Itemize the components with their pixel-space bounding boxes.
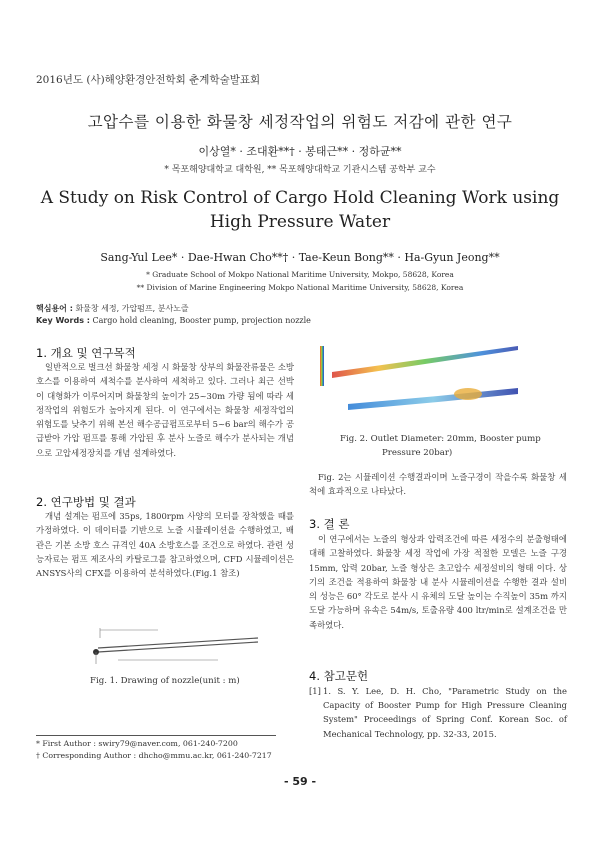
section-3-title: 3. 결 론 [309, 517, 350, 531]
section-4-title: 4. 참고문헌 [309, 669, 369, 683]
figure-2-simulation-image [318, 342, 528, 426]
footnote-corresponding-author: † Corresponding Author : dhcho@mmu.ac.kr, 061-240-7217 [36, 751, 272, 760]
keywords-english-label: Key Words : [36, 316, 90, 325]
figure-1-caption: Fig. 1. Drawing of nozzle(unit : m) [90, 676, 240, 686]
affiliation-korean: * 목포해양대학교 대학원, ** 목포해양대학교 기관시스템 공학부 교수 [164, 165, 436, 175]
footnote-divider [36, 735, 276, 736]
figure-2-description: Fig. 2는 시뮬레이션 수행결과이며 노즐구경이 작을수록 화물창 세척에 효과적으로 나타났다. [309, 472, 567, 497]
conference-header: 2016년도 (사)해양환경안전학회 춘계학술발표회 [36, 74, 261, 86]
keywords-english-text: Cargo hold cleaning, Booster pump, projection nozzle [89, 316, 311, 325]
jet-stream-bottom [348, 388, 518, 410]
affiliation-english-1: * Graduate School of Mokpo National Maritime University, Mokpo, 58628, Korea [146, 270, 454, 279]
figure-2-caption-line2: Pressure 20bar) [382, 448, 453, 458]
section-3-body: 이 연구에서는 노즐의 형상과 압력조건에 따른 세정수의 분출형태에 대해 고찰하였다. 화물창 세정 작업에 가장 적절한 모델은 노즐 구경 15mm, 압력 20bar, 노즐 형상은 초고압수 세정설비의 형태 이다. 상기의 조건을 적용하여 화물창 내 분사 시뮬레이션을 수행한 결과 설비의 성능은 60° 각도로 분사 시 유체의 도달 높이는 수직높이 35m 까지 도달 가능하며 유속은 54m/s, 토출유량 400 ltr/min로 설계조건을 만족하였다. [309, 534, 567, 630]
authors-english: Sang-Yul Lee* · Dae-Hwan Cho**† · Tae-Keun Bong** · Ha-Gyun Jeong** [100, 251, 500, 264]
keywords-korean [36, 303, 189, 314]
keywords-korean-text: 화물창 세정, 가압펌프, 분사노즐 [72, 304, 189, 313]
reference-1-text: 1. S. Y. Lee, D. H. Cho, "Parametric Study on the Capacity of Booster Pump for High Pressure Cleaning System" Proceedings of Spring Conf. Korean Soc. of Mechanical Technology, pp. 32-33, 2015. [323, 686, 567, 739]
authors-korean: 이상열* · 조대환**† · 봉태근** · 정하균** [198, 145, 402, 158]
page-number: - 59 - [283, 775, 317, 788]
figure-1-nozzle-drawing [88, 608, 268, 668]
figure-2-caption-line1: Fig. 2. Outlet Diameter: 20mm, Booster pump [340, 434, 541, 444]
jet-hot-spot [454, 388, 482, 400]
section-2-title: 2. 연구방법 및 결과 [36, 495, 136, 509]
reference-1-number: [1] [309, 686, 321, 696]
footnote-first-author: * First Author : swiry79@naver.com, 061-240-7200 [36, 739, 238, 748]
jet-stream-top [332, 346, 518, 378]
keywords-english [36, 316, 311, 325]
color-legend-bar [320, 346, 324, 386]
section-2-body: 개념 설계는 펌프에 35ps, 1800rpm 사양의 모터를 장착했을 때를 가정하였다. 이 데이터를 기반으로 노즐 시뮬레이션을 수행하였고, 배관은 기본 소방 호스 규격인 40A 소방호스를 조건으로 하였다. 관련 성능자료는 펌프 제조사의 카탈로그를 참고하였으며, CFD 시뮬레이션은 ANSYS사의 CFX를 이용하여 분석하였다.(Fig.1 참조) [36, 511, 294, 579]
title-english: A Study on Risk Control of Cargo Hold Cleaning Work using High Pressure Water [40, 188, 560, 232]
section-1-body: 일반적으로 벌크선 화물창 세정 시 화물창 상부의 화물잔류물은 소방호스를 이용하여 세척수를 분사하여 세척하고 있다. 그러나 최근 선박이 대형화가 이루어지며 화물창의 높이가 25~30m 가량 됨에 따라 세정작업의 위험도가 높아지게 된다. 이 연구에서는 화물창 세정작업의 위험도를 낮추기 위해 본선 해수공급펌프로부터 5~6 bar의 해수가 공급받아 가압 펌프를 통해 가압된 후 분사 노즐로 해수가 분사되는 개념으로 고압세정장치를 개념 설계하였다. [36, 362, 294, 458]
section-1-title: 1. 개요 및 연구목적 [36, 346, 136, 360]
affiliation-english-2: ** Division of Marine Engineering Mokpo National Maritime University, 58628, Korea [136, 283, 464, 292]
title-korean: 고압수를 이용한 화물창 세정작업의 위험도 저감에 관한 연구 [87, 113, 513, 131]
keywords-korean-label: 핵심용어 : [36, 304, 73, 313]
